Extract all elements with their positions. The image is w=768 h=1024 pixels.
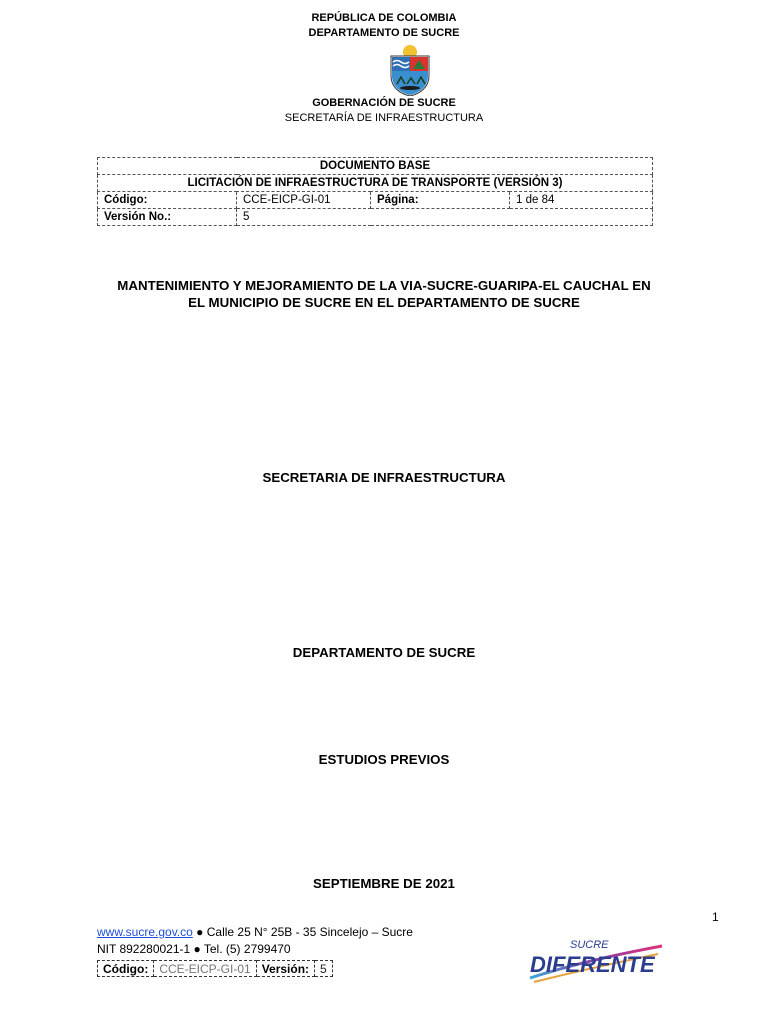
sucre-diferente-logo bbox=[526, 934, 666, 986]
codigo-value: CCE-EICP-GI-01 bbox=[237, 192, 371, 209]
project-title-line-1: MANTENIMIENTO Y MEJORAMIENTO DE LA VIA-SUCRE-GUARIPA-EL CAUCHAL EN bbox=[117, 278, 651, 293]
departamento-heading: DEPARTAMENTO DE SUCRE bbox=[292, 645, 476, 660]
header-gobernacion: GOBERNACIÓN DE SUCRE bbox=[312, 97, 456, 109]
page-number: 1 bbox=[712, 910, 719, 924]
estudios-heading: ESTUDIOS PREVIOS bbox=[318, 752, 450, 767]
codigo-label: Código: bbox=[98, 192, 237, 209]
department-coat-of-arms-icon bbox=[387, 44, 433, 96]
version-label: Versión No.: bbox=[98, 209, 237, 226]
secretaria-heading: SECRETARIA DE INFRAESTRUCTURA bbox=[262, 470, 506, 485]
footer-version-label: Versión: bbox=[256, 961, 314, 977]
pagina-label: Página: bbox=[371, 192, 510, 209]
website-link[interactable]: www.sucre.gov.co bbox=[97, 925, 193, 939]
footer-codigo-label: Código: bbox=[98, 961, 154, 977]
header-republica: REPÚBLICA DE COLOMBIA bbox=[311, 12, 457, 24]
footer-nit-tel: NIT 892280021-1 ● Tel. (5) 2799470 bbox=[97, 942, 291, 956]
footer-code-table bbox=[97, 960, 333, 977]
doc-title-1: DOCUMENTO BASE bbox=[98, 158, 653, 175]
footer-codigo-value: CCE-EICP-GI-01 bbox=[154, 961, 256, 977]
footer-version-value: 5 bbox=[315, 961, 333, 977]
header-departamento: DEPARTAMENTO DE SUCRE bbox=[308, 27, 460, 39]
footer-address-line bbox=[97, 925, 413, 939]
version-value: 5 bbox=[237, 209, 653, 226]
project-title-line-2: EL MUNICIPIO DE SUCRE EN EL DEPARTAMENTO DE SUCRE bbox=[188, 295, 580, 310]
pagina-value: 1 de 84 bbox=[510, 192, 653, 209]
document-control-table bbox=[97, 157, 653, 226]
logo-small-text: SUCRE bbox=[570, 939, 609, 951]
logo-big-text: DIFERENTE bbox=[530, 952, 655, 977]
header-secretaria: SECRETARÍA DE INFRAESTRUCTURA bbox=[284, 112, 484, 124]
doc-title-2: LICITACIÓN DE INFRAESTRUCTURA DE TRANSPORTE (VERSIÓN 3) bbox=[98, 175, 653, 192]
footer-address: ● Calle 25 N° 25B - 35 Sincelejo – Sucre bbox=[192, 925, 413, 939]
fecha-heading: SEPTIEMBRE DE 2021 bbox=[313, 876, 455, 891]
